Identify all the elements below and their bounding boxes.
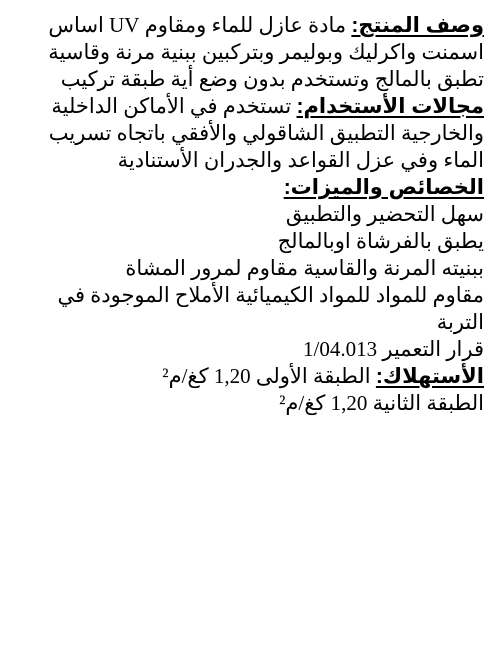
description-label: وصف المنتج: (351, 14, 484, 37)
feature-item: مقاوم للمواد للمواد الكيميائية الأملاح الموجودة في التربة (57, 283, 484, 334)
consumption-label: الأستهلاك: (375, 365, 484, 388)
consumption-second-coat: الطبقة الثانية 1,20 كغ/م² (279, 391, 484, 415)
consumption-first-coat: الطبقة الأولى 1,20 كغ/م² (162, 364, 371, 388)
feature-item: سهل التحضير والتطبيق (285, 202, 484, 226)
consumption-paragraph (14, 363, 484, 390)
feature-item: ببنيته المرنة والقاسية مقاوم لمرور المشاة (125, 256, 484, 280)
description-text: مادة عازل للماء ومقاوم UV اساس اسمنت واكرليك وبوليمر وبتركبين ببنية مرنة وقاسية تطبق بالمالج وتستخدم بدون وضع أية طبقة تركيب (48, 13, 484, 91)
features-heading: الخصائص والميزات: (283, 176, 484, 199)
usage-text: تستخدم في الأماكن الداخلية والخارجية التطبيق الشاقولي والأفقي باتجاه تسريب الماء وفي عزل القواعد والجدران الأستنادية (48, 94, 484, 172)
usage-label: مجالات الأستخدام: (296, 95, 484, 118)
feature-item: يطبق بالفرشاة اوبالمالج (277, 229, 484, 253)
description-paragraph (14, 12, 484, 93)
features-heading-row (14, 174, 484, 201)
usage-paragraph (14, 93, 484, 174)
feature-item: قرار التعمير 1/04.013 (303, 337, 484, 361)
